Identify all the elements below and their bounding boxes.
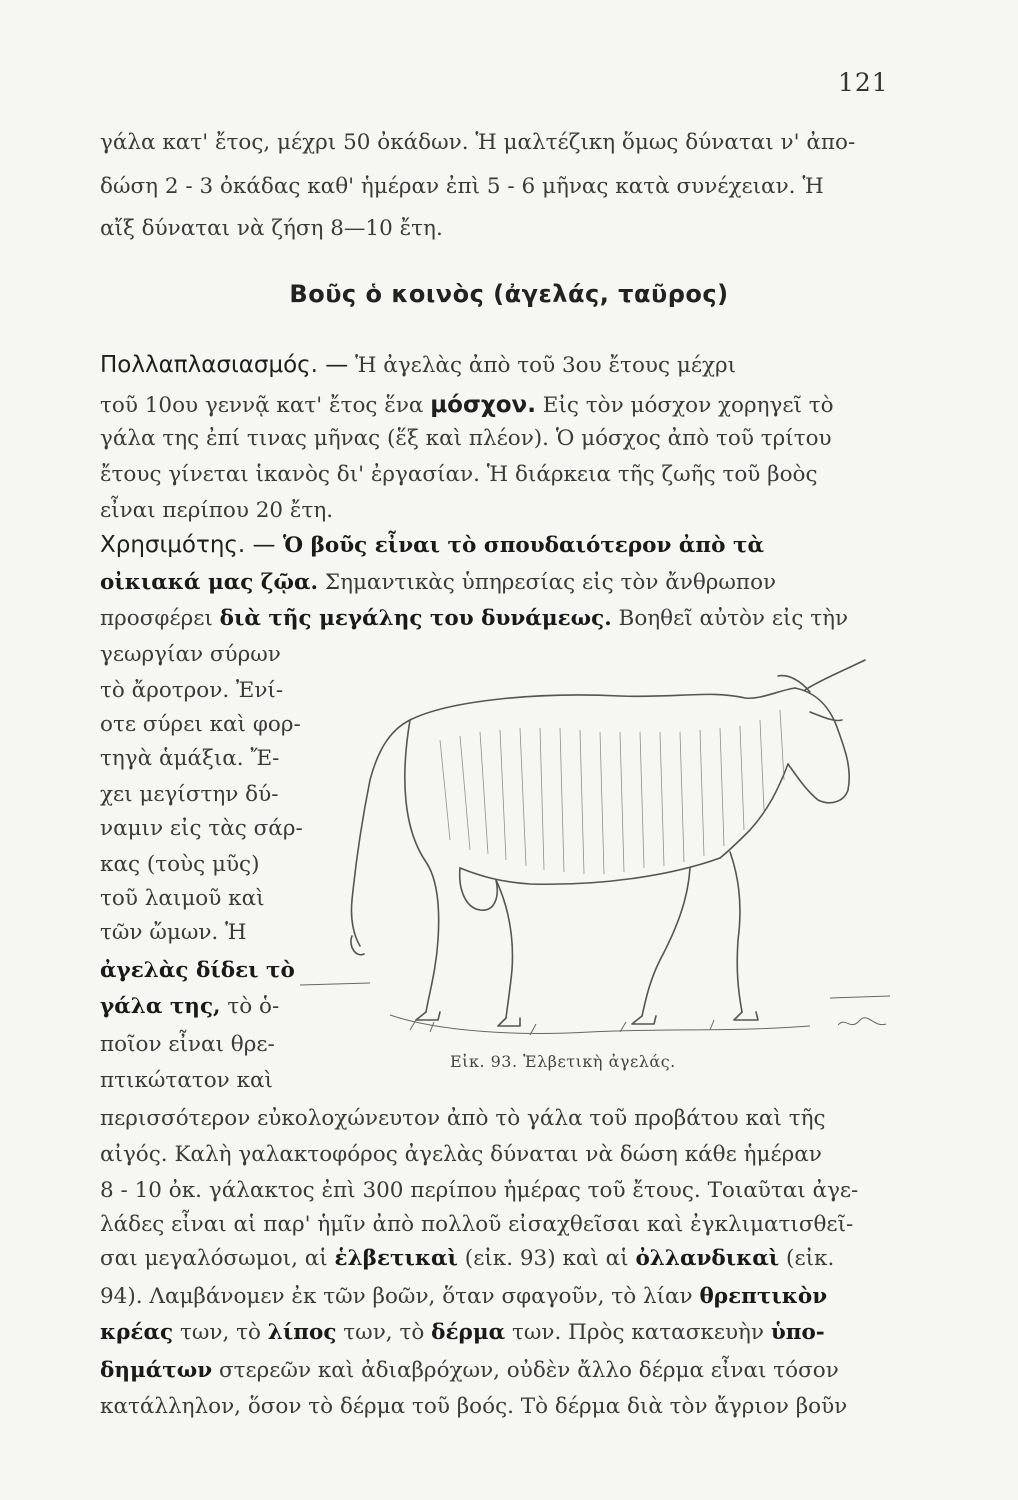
- figure-caption: Εἰκ. 93. Ἑλβετικὴ ἀγελάς.: [450, 1052, 676, 1071]
- usefulness-text: προσφέρει: [100, 606, 220, 631]
- closing-text: των. Πρὸς κατασκευὴν: [505, 1320, 771, 1345]
- closing-line-7: [100, 1318, 900, 1348]
- reproduction-text: Ἡ ἀγελὰς ἀπὸ τοῦ 3ου ἔτους μέχρι: [348, 353, 737, 378]
- reproduction-line-3: γάλα της ἐπί τινας μῆνας (ἕξ καὶ πλέον). Ὁ μόσχος ἀπὸ τοῦ τρίτου: [100, 426, 832, 451]
- side-line: κας (τοὺς μῦς): [100, 852, 260, 877]
- closing-text: (εἰκ.: [779, 1246, 835, 1271]
- closing-text: σαι μεγαλόσωμοι, αἱ: [100, 1246, 335, 1271]
- closing-text: των, τὸ: [336, 1320, 432, 1345]
- intro-line-1: γάλα κατ' ἔτος, μέχρι 50 ὀκάδων. Ἡ μαλτέζικη ὅμως δύναται ν' ἀπο-: [100, 130, 856, 155]
- closing-text: (εἰκ. 93) καὶ αἱ: [457, 1246, 636, 1271]
- side-line: πτικώτατον καὶ: [100, 1068, 273, 1093]
- reproduction-line-4: ἔτους γίνεται ἱκανὸς δι' ἐργασίαν. Ἡ διάρκεια τῆς ζωῆς τοῦ βοὸς: [100, 462, 818, 487]
- usefulness-text: Σημαντικὰς ὑπηρεσίας εἰς τὸν ἄνθρωπον: [318, 570, 777, 595]
- usefulness-label: Χρησιμότης. —: [100, 532, 276, 558]
- usefulness-text: Βοηθεῖ αὐτὸν εἰς τὴν: [611, 606, 849, 631]
- side-line: ναμιν εἰς τὰς σάρ-: [100, 816, 303, 841]
- closing-line-9: κατάλληλον, ὅσον τὸ δέρμα τοῦ βοός. Τὸ δέρμα διὰ τὸν ἄγριον βοῦν: [100, 1394, 848, 1419]
- emphasis: λίπος: [267, 1320, 337, 1345]
- side-line: τοῦ λαιμοῦ καὶ: [100, 886, 265, 911]
- closing-line-3: 8 - 10 ὀκ. γάλακτος ἐπὶ 300 περίπου ἡμέρας τοῦ ἔτους. Τοιαῦται ἀγε-: [100, 1178, 859, 1203]
- side-line: χει μεγίστην δύ-: [100, 782, 279, 807]
- side-line: τηγὰ ἁμάξια. Ἔ-: [100, 746, 280, 771]
- intro-line-3: αἴξ δύναται νὰ ζήση 8—10 ἔτη.: [100, 216, 443, 241]
- emphasis: ὀλλανδικαὶ: [635, 1246, 780, 1271]
- reproduction-text: τοῦ 10ου γεννᾷ κατ' ἔτος ἕνα: [100, 393, 431, 418]
- intro-line-2: δώση 2 - 3 ὀκάδας καθ' ἡμέραν ἐπὶ 5 - 6 μῆνας κατὰ συνέχειαν. Ἡ: [100, 174, 824, 199]
- emphasis: δέρμα: [431, 1320, 506, 1345]
- reproduction-line-5: εἶναι περίπου 20 ἔτη.: [100, 498, 334, 523]
- emphasis: διὰ τῆς μεγάλης του δυνάμεως.: [219, 606, 612, 631]
- side-line: ποῖον εἶναι θρε-: [100, 1032, 275, 1057]
- closing-line-1: περισσότερον εὐκολοχώνευτον ἀπὸ τὸ γάλα τοῦ προβάτου καὶ τῆς: [100, 1106, 826, 1131]
- closing-line-8: [100, 1356, 900, 1386]
- emphasis: θρεπτικὸν: [699, 1284, 828, 1309]
- reproduction-label: Πολλαπλασιασμός. —: [100, 352, 349, 378]
- reproduction-line-1: [100, 350, 900, 381]
- usefulness-line-3: [100, 604, 900, 634]
- closing-text: 94). Λαμβάνομεν ἐκ τῶν βοῶν, ὅταν σφαγοῦν, τὸ λίαν: [100, 1284, 700, 1309]
- usefulness-line-1: [100, 530, 900, 561]
- emphasis: οἰκιακά μας ζῷα.: [100, 570, 319, 595]
- closing-text: των, τὸ: [173, 1320, 268, 1345]
- cow-illustration: [290, 640, 920, 1060]
- page-number: 121: [838, 68, 889, 97]
- usefulness-line-2: [100, 568, 900, 598]
- closing-line-4: λάδες εἶναι αἱ παρ' ἡμῖν ἀπὸ πολλοῦ εἰσαχθεῖσαι καὶ ἐγκλιματισθεῖ-: [100, 1212, 854, 1237]
- closing-text: στερεῶν καὶ ἀδιαβρόχων, οὐδὲν ἄλλο δέρμα εἶναι τόσον: [212, 1358, 839, 1383]
- emphasis: Ὁ βοῦς εἶναι τὸ σπουδαιότερον ἀπὸ τὰ: [275, 533, 765, 558]
- emphasis: γάλα της,: [100, 994, 221, 1019]
- side-line: οτε σύρει καὶ φορ-: [100, 712, 301, 737]
- closing-line-5: [100, 1244, 900, 1274]
- side-line: γεωργίαν σύρων: [100, 642, 281, 667]
- reproduction-text: Εἰς τὸν μόσχον χορηγεῖ τὸ: [535, 393, 834, 418]
- emphasis: κρέας: [100, 1320, 174, 1345]
- side-text: τὸ ὁ-: [220, 994, 280, 1019]
- closing-line-6: [100, 1282, 900, 1312]
- emphasis: ἑλβετικαὶ: [334, 1246, 458, 1271]
- emphasis: ὑπο-: [770, 1320, 825, 1345]
- side-line: [100, 992, 280, 1022]
- closing-line-2: αἰγός. Καλὴ γαλακτοφόρος ἀγελὰς δύναται νὰ δώση κάθε ἡμέραν: [100, 1142, 822, 1167]
- side-line: τὸ ἄροτρον. Ἐνί-: [100, 678, 284, 703]
- side-line: τῶν ὤμων. Ἡ: [100, 920, 247, 945]
- reproduction-line-2: [100, 390, 900, 421]
- side-line: [100, 956, 295, 986]
- emphasis: μόσχον.: [430, 392, 536, 418]
- emphasis: ἀγελὰς δίδει τὸ: [100, 958, 295, 983]
- emphasis: δημάτων: [100, 1358, 213, 1383]
- section-title: Βοῦς ὁ κοινὸς (ἀγελάς, ταῦρος): [289, 280, 729, 308]
